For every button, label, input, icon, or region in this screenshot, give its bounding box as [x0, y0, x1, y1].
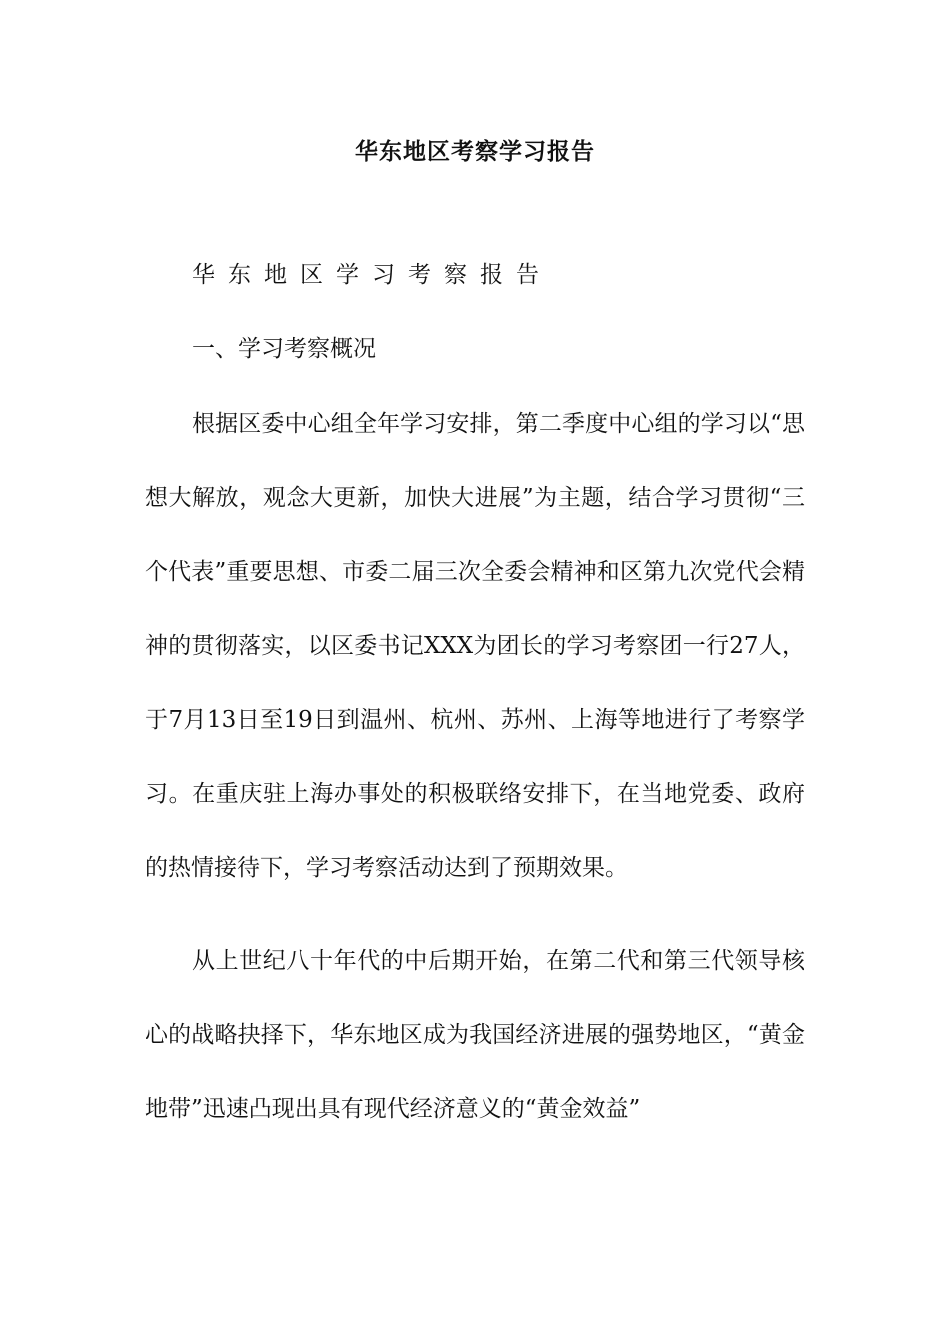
- document-body: [145, 257, 805, 1183]
- paragraph-1: 根据区委中心组全年学习安排，第二季度中心组的学习以“思想大解放，观念大更新，加快大进展”为主题，结合学习贯彻“三个代表”重要思想、市委二届三次全委会精神和区第九次党代会精神的贯彻落实，以区委书记XXX为团长的学习考察团一行27人，于7月13日至19日到温州、杭州、苏州、上海等地进行了考察学习。在重庆驻上海办事处的积极联络安排下，在当地党委、政府的热情接待下，学习考察活动达到了预期效果。: [145, 411, 805, 881]
- section-heading: 一、学习考察概况: [192, 336, 376, 362]
- paragraph-2: 从上世纪八十年代的中后期开始，在第二代和第三代领导核心的战略抉择下，华东地区成为我国经济进展的强势地区，“黄金地带”迅速凸现出具有现代经济意义的“黄金效益”: [145, 948, 805, 1122]
- document-title: 华东地区考察学习报告: [355, 138, 595, 165]
- document-subtitle: 华东地区学习考察报告: [192, 262, 552, 288]
